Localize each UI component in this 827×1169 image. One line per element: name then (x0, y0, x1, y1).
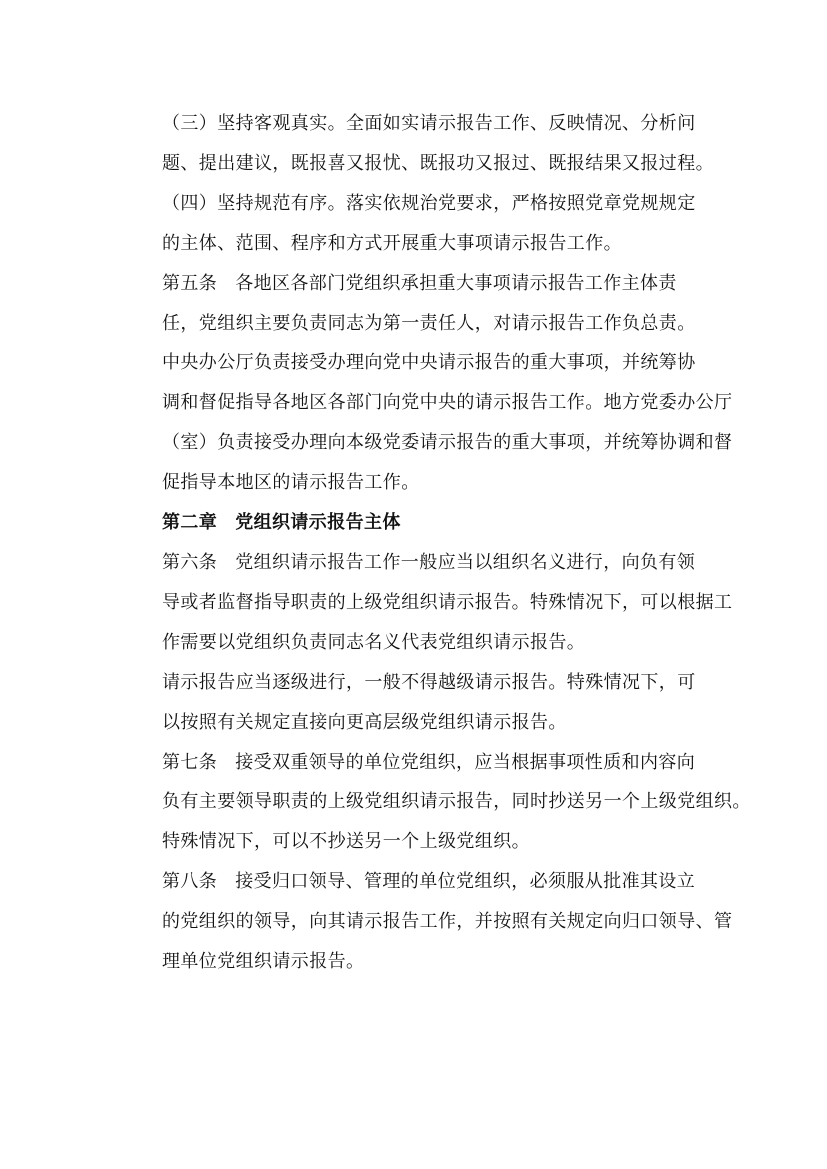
paragraph-3-objective-truth (126, 104, 721, 184)
text-line: （四）坚持规范有序。落实依规治党要求，严格按照党章党规规定 (162, 192, 696, 214)
article-7 (126, 743, 751, 863)
text-line: 请示报告应当逐级进行，一般不得越级请示报告。特殊情况下，可 (162, 671, 696, 693)
text-line: 调和督促指导各地区各部门向党中央的请示报告工作。地方党委办公厅 (162, 392, 733, 414)
article-6 (126, 543, 733, 663)
text-line: 负有主要领导职责的上级党组织请示报告，同时抄送另一个上级党组织。 (162, 791, 751, 813)
text-line: 特殊情况下，可以不抄送另一个上级党组织。 (162, 831, 530, 853)
article-text: 接受双重领导的单位党组织，应当根据事项性质和内容向 (235, 751, 696, 773)
article-text: 党组织请示报告工作一般应当以组织名义进行，向负有领 (235, 551, 696, 573)
article-number: 第五条 (162, 272, 218, 294)
text-line: （三）坚持客观真实。全面如实请示报告工作、反映情况、分析问 (162, 113, 696, 134)
text-line: 导或者监督指导职责的上级党组织请示报告。特殊情况下，可以根据工 (162, 591, 733, 613)
text-line: （室）负责接受办理向本级党委请示报告的重大事项，并统筹协调和督 (162, 432, 733, 454)
chapter-heading (126, 503, 721, 543)
article-number: 第七条 (162, 751, 218, 773)
chapter-number: 第二章 (162, 512, 218, 534)
article-number: 第六条 (162, 551, 218, 573)
paragraph-stepwise-reporting (126, 663, 721, 743)
article-number: 第八条 (162, 871, 218, 893)
text-line: 中央办公厅负责接受办理向党中央请示报告的重大事项，并统筹协 (162, 352, 696, 374)
text-line (126, 503, 721, 543)
article-text: 各地区各部门党组织承担重大事项请示报告工作主体责 (235, 272, 677, 294)
text-line (126, 862, 721, 902)
article-5 (126, 264, 721, 344)
article-8 (126, 862, 733, 982)
text-line (126, 264, 721, 304)
paragraph-4-standard-order (126, 184, 721, 264)
text-line: 以按照有关规定直接向更高层级党组织请示报告。 (162, 711, 567, 733)
text-line (126, 743, 721, 783)
document-body (126, 104, 751, 982)
article-text: 接受归口领导、管理的单位党组织，必须服从批准其设立 (235, 871, 696, 893)
text-line: 促指导本地区的请示报告工作。 (162, 472, 420, 494)
chapter-title: 党组织请示报告主体 (235, 512, 401, 534)
text-line: 作需要以党组织负责同志名义代表党组织请示报告。 (162, 631, 586, 653)
text-line: 的主体、范围、程序和方式开展重大事项请示报告工作。 (162, 232, 622, 254)
text-line: 的党组织的领导，向其请示报告工作，并按照有关规定向归口领导、管 (162, 911, 733, 933)
text-line: 任，党组织主要负责同志为第一责任人，对请示报告工作负总责。 (162, 312, 696, 334)
text-line: 理单位党组织请示报告。 (162, 951, 365, 973)
paragraph-general-office (126, 343, 733, 503)
text-line: 题、提出建议，既报喜又报忧、既报功又报过、既报结果又报过程。 (162, 152, 714, 174)
text-line (126, 543, 721, 583)
